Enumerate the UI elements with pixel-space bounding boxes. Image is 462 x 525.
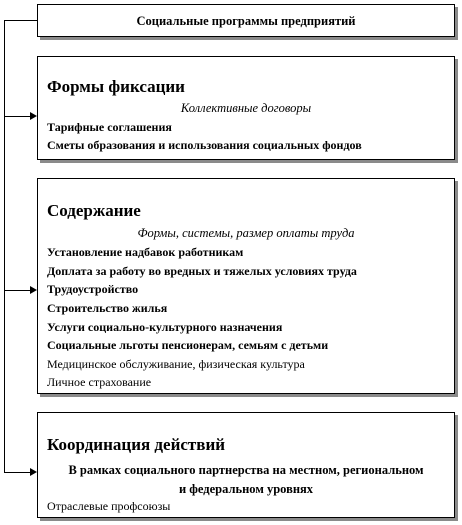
list-item: Сметы образования и использования социальных фондов	[47, 138, 362, 152]
section-subheading: В рамках социального партнерства на местном, региональном и федеральном уровнях	[68, 463, 424, 496]
list-item: Отраслевые профсоюзы	[47, 499, 171, 513]
list-item: Установление надбавок работникам	[47, 245, 244, 259]
section-box-fixation	[37, 56, 455, 160]
connector-to-title	[4, 20, 37, 21]
section-heading: Координация действий	[47, 435, 226, 454]
section-box-content	[37, 178, 455, 394]
section-box-coordination	[37, 412, 455, 518]
connector-vertical-line	[4, 20, 5, 472]
section-subheading: Коллективные договоры	[180, 101, 312, 115]
list-item: Социальные льготы пенсионерам, семьям с детьми	[47, 338, 329, 352]
arrow-right-icon	[30, 112, 37, 120]
list-item: Медицинское обслуживание, физическая культура	[47, 357, 305, 371]
list-item: Тарифные соглашения	[47, 120, 172, 134]
arrow-right-icon	[30, 468, 37, 476]
list-item: Строительство жилья	[47, 301, 168, 315]
list-item: Трудоустройство	[47, 282, 139, 296]
connector-to-box2	[4, 290, 30, 291]
connector-to-box1	[4, 116, 30, 117]
list-item: Услуги социально-культурного назначения	[47, 320, 283, 334]
list-item: Личное страхование	[47, 375, 152, 389]
diagram-title: Социальные программы предприятий	[136, 14, 356, 28]
list-item: Доплата за работу во вредных и тяжелых условиях труда	[47, 264, 357, 278]
connector-to-box3	[4, 472, 30, 473]
title-box	[37, 4, 455, 37]
arrow-right-icon	[30, 286, 37, 294]
section-heading: Формы фиксации	[47, 77, 185, 96]
section-heading: Содержание	[47, 201, 141, 220]
section-subheading: Формы, системы, размер оплаты труда	[137, 226, 355, 240]
